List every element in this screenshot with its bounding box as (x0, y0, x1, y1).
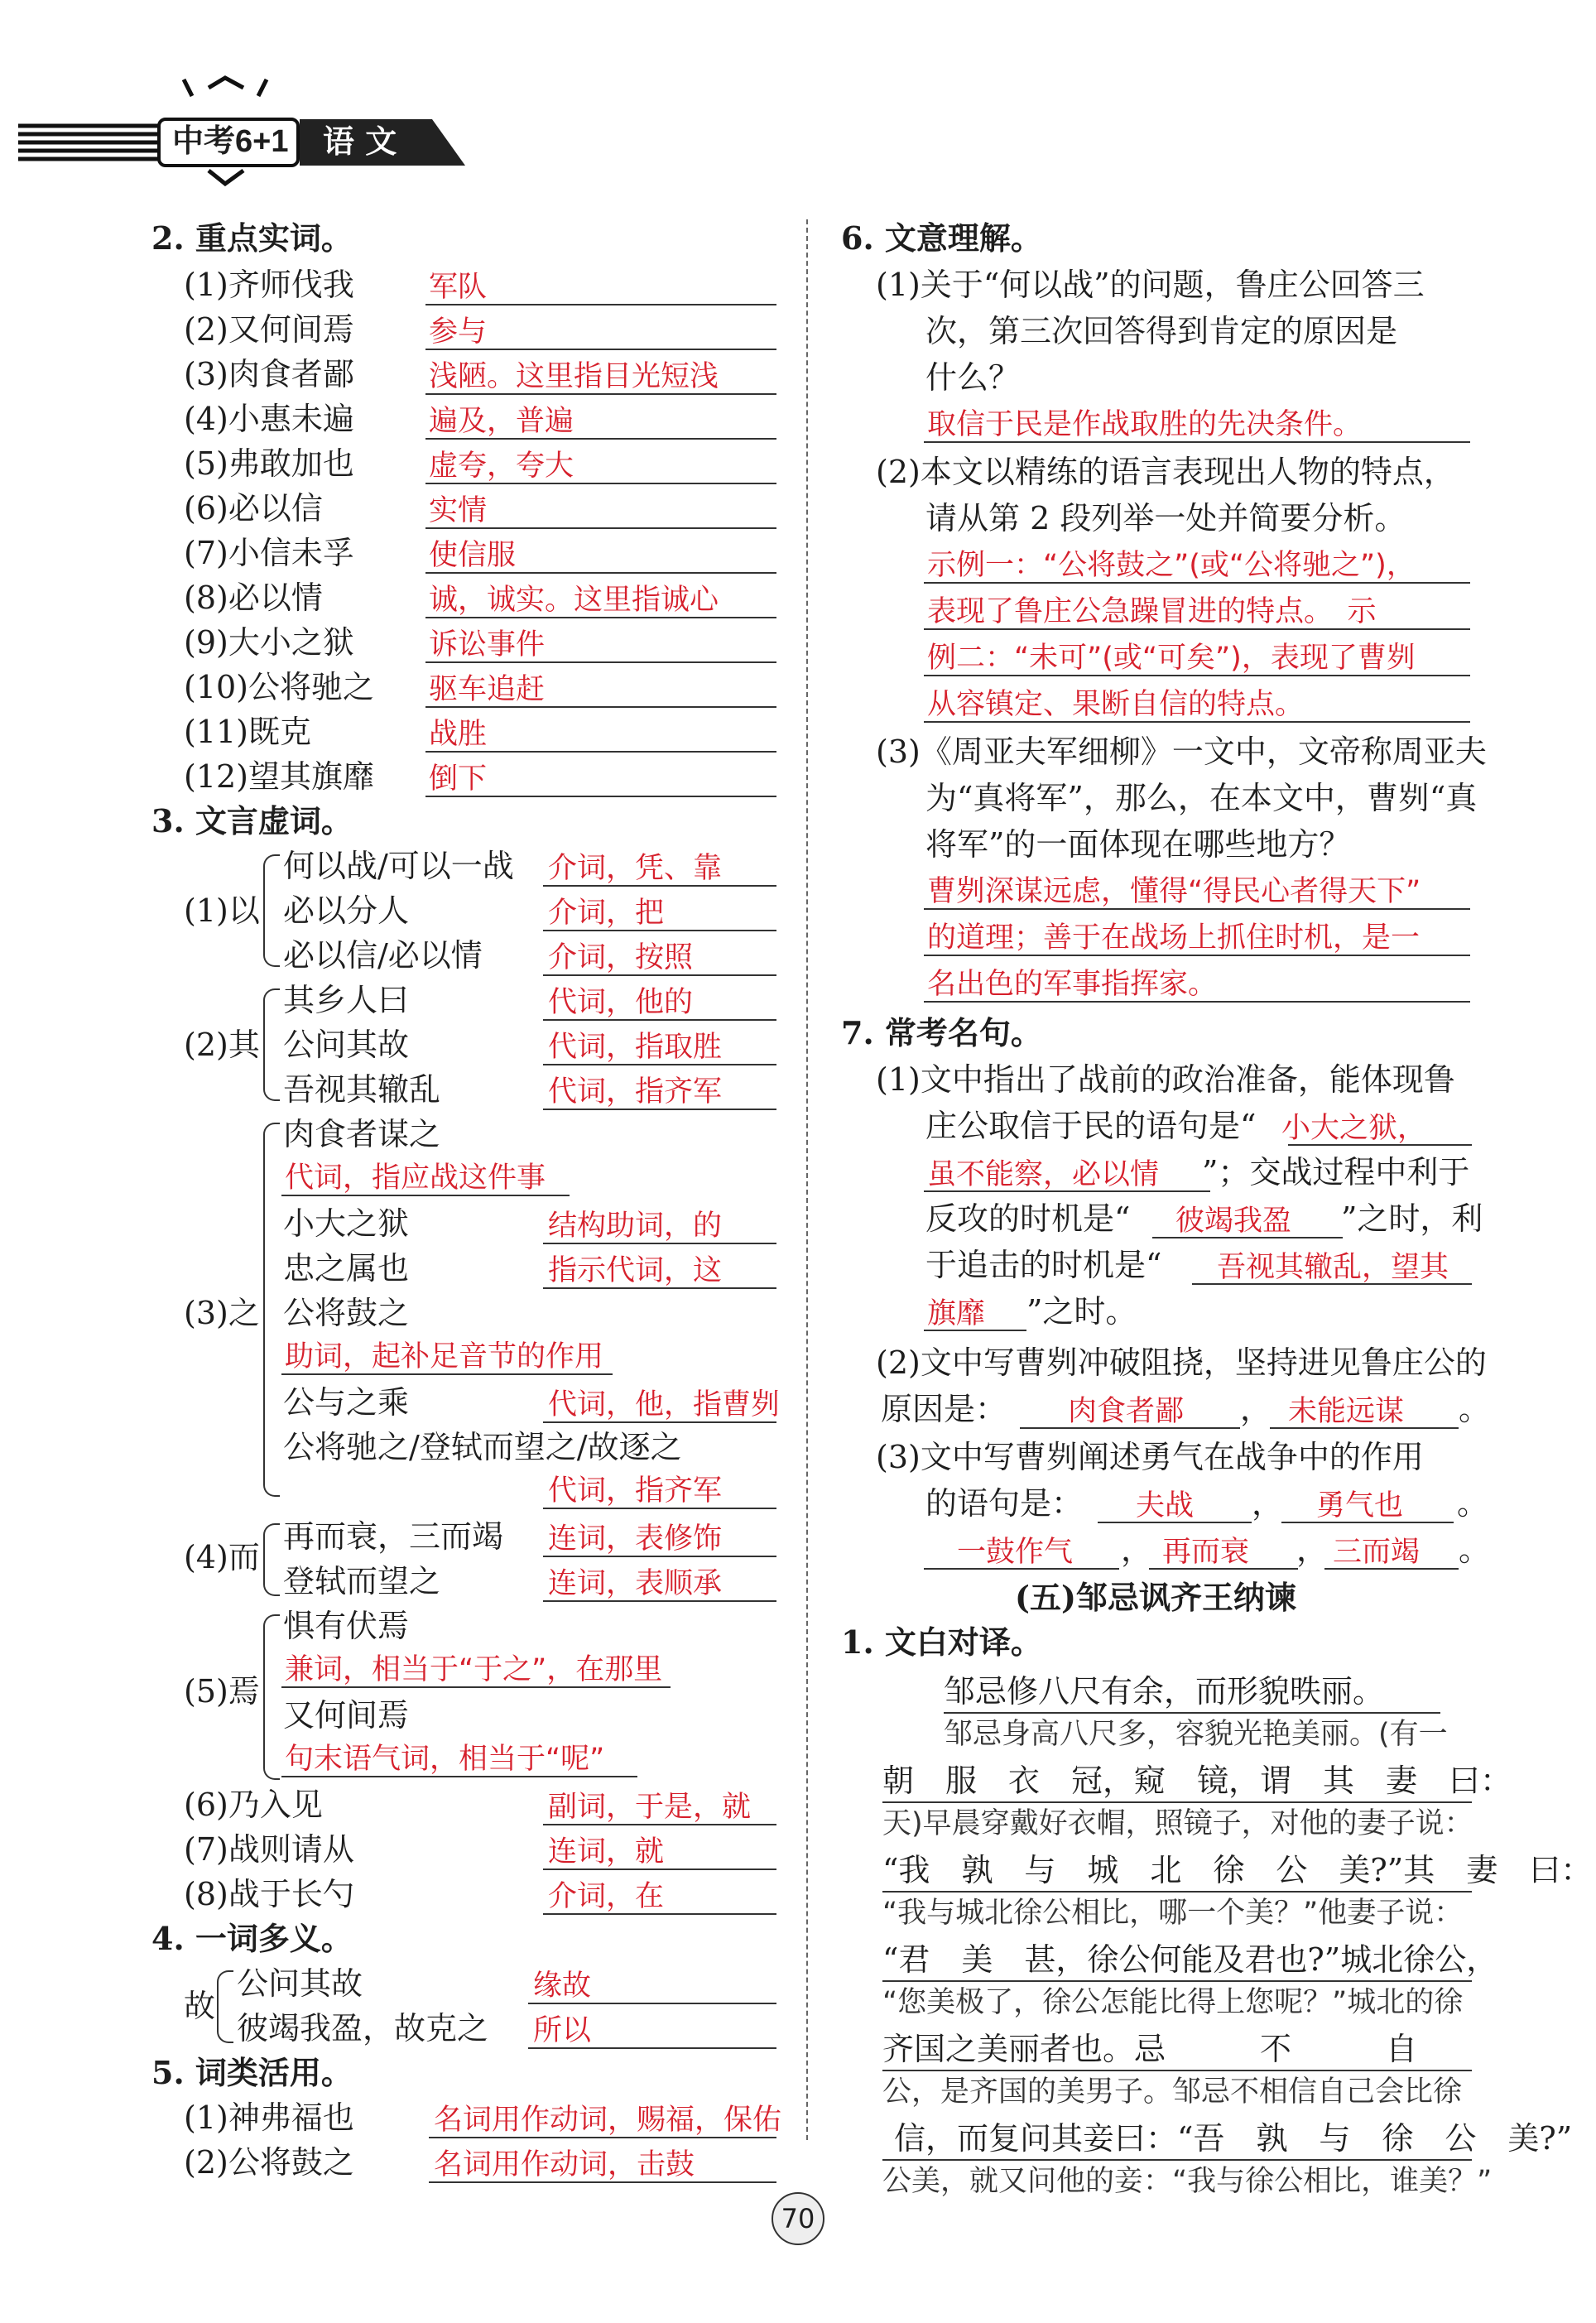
question-line: (1)文中指出了战前的政治准备，能体现鲁 (876, 1061, 1455, 1098)
brand-text: 中考6+1 (172, 124, 289, 159)
question-text: (7)小信未孚 (184, 535, 354, 571)
answer-text: 曹刿深谋远虑，懂得“得民心者得天下” (927, 875, 1421, 908)
answer-line (425, 661, 776, 663)
question-line: 反攻的时机是“ (925, 1200, 1131, 1237)
answer-line (425, 617, 776, 618)
question-text: (6)必以信 (184, 490, 323, 527)
question-text: 公问其故 (237, 1965, 363, 2002)
translation-line: 邹忌身高八尺多，容貌光艳美丽。(有一 (944, 1718, 1448, 1751)
answer-text: 战胜 (429, 718, 488, 751)
brace (263, 988, 280, 1101)
question-text: (9)大小之狱 (184, 624, 354, 661)
question-text: (2)又何间焉 (184, 311, 354, 348)
answer-line (543, 974, 776, 976)
answer-line (1192, 1283, 1472, 1285)
question-line: 于追击的时机是“ (925, 1247, 1162, 1283)
word-label: (2)其 (184, 1027, 260, 1063)
answer-text: 介词，凭、靠 (548, 852, 723, 885)
answer-line (1152, 1237, 1343, 1238)
question-line: 。 (1457, 1485, 1489, 1522)
question-text: (12)望其旗靡 (184, 758, 375, 795)
question-line: (1)关于“何以战”的问题，鲁庄公回答三 (876, 267, 1425, 303)
answer-text: 再而衰 (1162, 1536, 1250, 1569)
question-line: (2)本文以精练的语言表现出人物的特点， (876, 454, 1455, 490)
answer-text: 指示代词，这 (548, 1254, 723, 1287)
question-text: (6)乃入见 (184, 1787, 323, 1823)
question-text: 吾视其辙乱 (283, 1071, 441, 1108)
answer-line (924, 441, 1470, 443)
question-line: ”之时。 (1026, 1293, 1137, 1330)
answer-line (543, 1243, 776, 1244)
question-line: ”之时，利 (1341, 1200, 1483, 1237)
answer-line (543, 1913, 776, 1915)
question-text: (4)小惠未遍 (184, 401, 354, 437)
answer-text: 三而竭 (1333, 1536, 1421, 1569)
brace (263, 1123, 280, 1497)
brace (263, 854, 280, 967)
answer-text: 倒下 (429, 762, 488, 796)
question-text: 肉食者谋之 (283, 1116, 441, 1152)
answer-text: 副词，于是，就 (548, 1791, 752, 1824)
answer-text: 使信服 (429, 539, 517, 572)
answer-text: 参与 (429, 315, 488, 349)
brace (217, 1970, 233, 2043)
question-text: 登轼而望之 (283, 1563, 441, 1599)
original-line: 邹忌修八尺有余，而形貌昳丽。 (944, 1673, 1385, 1710)
heading-key-content-words: 2. 重点实词。 (151, 219, 353, 257)
answer-text: 从容镇定、果断自信的特点。 (927, 688, 1305, 721)
answer-line (281, 1195, 570, 1196)
answer-line (924, 908, 1470, 910)
heading-word-class-shift: 5. 词类活用。 (151, 2054, 353, 2091)
answer-text: 例二：“未可”(或“可矣”)，表现了曹刿 (927, 642, 1416, 675)
answer-line (1281, 1522, 1454, 1523)
question-text: 彼竭我盈，故克之 (237, 2010, 489, 2046)
question-line: 请从第 2 段列举一处并简要分析。 (925, 500, 1406, 536)
answer-text: 代词，指齐军 (548, 1474, 723, 1508)
answer-text: 诚，诚实。这里指诚心 (429, 584, 719, 617)
question-line: 庄公取信于民的语句是“ (925, 1108, 1257, 1144)
translation-line: “您美极了，徐公怎能比得上您呢？”城北的徐 (882, 1986, 1464, 2019)
question-text: (8)必以情 (184, 580, 323, 616)
answer-line (924, 1190, 1210, 1192)
answer-text: 名词用作动词，赐福，保佑 (434, 2104, 782, 2137)
question-line: (2)文中写曹刿冲破阻挠，坚持进见鲁庄公的 (876, 1344, 1487, 1381)
answer-line (543, 1064, 776, 1065)
answer-text: 虚夸，夸大 (429, 450, 574, 483)
answer-line (543, 1109, 776, 1110)
answer-line (1324, 1568, 1459, 1570)
answer-line (543, 1019, 776, 1021)
answer-text: 连词，表修饰 (548, 1522, 723, 1556)
question-line: ， (1252, 1485, 1284, 1522)
answer-line (425, 751, 776, 753)
question-text: (7)战则请从 (184, 1831, 354, 1868)
answer-text: 肉食者鄙 (1068, 1395, 1185, 1428)
question-line: 将军”的一面体现在哪些地方？ (925, 826, 1351, 863)
answer-line (429, 2181, 776, 2183)
answer-text: 示例一：“公将鼓之”(或“公将驰之”)， (927, 549, 1416, 582)
answer-line (543, 1421, 776, 1423)
question-line: ， (1240, 1391, 1272, 1427)
answer-text: 名词用作动词，击鼓 (434, 2148, 695, 2181)
heading-translation: 1. 文白对译。 (841, 1623, 1042, 1661)
word-label: (1)以 (184, 892, 260, 929)
question-text: 公问其故 (283, 1027, 410, 1063)
word-label: (4)而 (184, 1539, 260, 1575)
answer-line (543, 1600, 776, 1602)
question-text: 必以分人 (283, 892, 410, 929)
answer-line (543, 1287, 776, 1289)
answer-line (1149, 1568, 1298, 1570)
translation-line: “我与城北徐公相比，哪一个美？”他妻子说： (882, 1897, 1464, 1930)
question-text: 惧有伏焉 (283, 1608, 410, 1644)
question-line: ”；交战过程中利于 (1202, 1154, 1470, 1190)
question-text: (11)既克 (184, 714, 312, 750)
answer-line (425, 393, 776, 395)
answer-text: 勇气也 (1316, 1489, 1404, 1522)
question-text: 又何间焉 (283, 1697, 410, 1734)
answer-text: 助词，起补足音节的作用 (285, 1340, 604, 1373)
brace (263, 1614, 280, 1780)
question-text: (1)神弗福也 (184, 2099, 354, 2136)
answer-line (425, 706, 776, 708)
answer-text: 代词，他，指曹刿 (548, 1388, 781, 1421)
answer-line (1270, 1427, 1459, 1429)
answer-text: 连词，表顺承 (548, 1567, 723, 1600)
question-text: (1)齐师伐我 (184, 267, 354, 303)
question-line: (3)《周亚夫军细柳》一文中，文帝称周亚夫 (876, 733, 1487, 770)
answer-line (543, 1868, 776, 1870)
answer-line (425, 304, 776, 305)
answer-text: 旗靡 (927, 1297, 986, 1330)
answer-text: 句末语气词，相当于“呢” (285, 1743, 605, 1776)
word-label: (5)焉 (184, 1673, 260, 1710)
answer-text: 连词，就 (548, 1835, 665, 1868)
answer-line (528, 2003, 776, 2004)
answer-line (924, 721, 1470, 723)
answer-text: 彼竭我盈 (1175, 1205, 1292, 1238)
question-text: 忠之属也 (283, 1250, 410, 1287)
question-line: ， (1296, 1532, 1329, 1568)
question-line: 。 (1459, 1532, 1491, 1568)
question-text: 再而衰，三而竭 (283, 1518, 504, 1555)
answer-line (924, 675, 1470, 676)
question-text: (8)战于长勺 (184, 1876, 354, 1912)
answer-line (425, 796, 776, 797)
question-line: 。 (1459, 1391, 1491, 1427)
answer-text: 一鼓作气 (957, 1536, 1074, 1569)
word-label: 故 (184, 1988, 216, 2024)
answer-line (1020, 1427, 1240, 1429)
answer-line (1288, 1144, 1472, 1146)
heading-polysemy: 4. 一词多义。 (151, 1920, 353, 1957)
word-label: (3)之 (184, 1295, 260, 1331)
answer-line (281, 1373, 613, 1375)
answer-line (543, 1508, 776, 1509)
answer-text: 代词，指齐军 (548, 1075, 723, 1109)
question-text: (5)弗敢加也 (184, 445, 354, 482)
section-title: (五)邹忌讽齐王纳谏 (1015, 1579, 1296, 1616)
original-line: “我 孰 与 城 北 徐 公 美?”其 妻 曰： (882, 1852, 1593, 1888)
question-text: 何以战/可以一战 (283, 848, 514, 884)
original-line: 信，而复问其妾曰：“吾 孰 与 徐 公 美?” (894, 2120, 1573, 2157)
answer-text: 表现了鲁庄公急躁冒进的特点。 示 (927, 595, 1377, 628)
answer-line (924, 582, 1470, 584)
column-divider (806, 219, 808, 2140)
answer-text: 缘故 (533, 1970, 592, 2003)
answer-line (924, 628, 1470, 630)
answer-line (425, 349, 776, 350)
answer-line (543, 930, 776, 931)
question-text: 公与之乘 (283, 1384, 410, 1421)
question-line: (3)文中写曹刿阐述勇气在战争中的作用 (876, 1439, 1424, 1475)
answer-text: 实情 (429, 494, 488, 527)
question-text: 必以信/必以情 (283, 937, 483, 974)
answer-text: 诉讼事件 (429, 628, 546, 661)
answer-line (924, 1001, 1470, 1003)
answer-line (425, 483, 776, 484)
heading-function-words: 3. 文言虚词。 (151, 802, 353, 839)
question-line: 为“真将军”，那么，在本文中，曹刿“真 (925, 780, 1478, 816)
answer-text: 未能远谋 (1288, 1395, 1405, 1428)
answer-line (281, 1686, 671, 1688)
answer-text: 介词，在 (548, 1880, 665, 1913)
answer-text: 浅陋。这里指目光短浅 (429, 360, 719, 393)
question-text: (10)公将驰之 (184, 669, 375, 705)
heading-comprehension: 6. 文意理解。 (841, 219, 1042, 257)
answer-line (924, 955, 1470, 956)
question-line: 的语句是： (925, 1485, 1084, 1522)
answer-line (429, 2137, 776, 2138)
question-text: (2)公将鼓之 (184, 2144, 354, 2181)
answer-text: 介词，把 (548, 897, 665, 930)
original-line: “君 美 甚，徐公何能及君也?”城北徐公， (882, 1941, 1498, 1978)
answer-line (281, 1776, 637, 1777)
question-text: (3)肉食者鄙 (184, 356, 354, 392)
question-line: 次，第三次回答得到肯定的原因是 (925, 313, 1398, 349)
answer-text: 的道理；善于在战场上抓住时机，是一 (927, 921, 1421, 955)
answer-text: 代词，指取胜 (548, 1031, 723, 1064)
answer-line (528, 2047, 776, 2049)
answer-text: 小大之狱， (1281, 1112, 1427, 1145)
answer-line (425, 527, 776, 529)
answer-line (924, 1568, 1119, 1570)
translation-line: 天)早晨穿戴好衣帽，照镜子，对他的妻子说： (882, 1807, 1473, 1840)
answer-line (543, 885, 776, 887)
question-text: 公将驰之/登轼而望之/故逐之 (283, 1429, 682, 1465)
answer-text: 代词，指应战这件事 (285, 1162, 546, 1195)
answer-text: 军队 (429, 271, 488, 304)
answer-text: 夫战 (1136, 1489, 1195, 1522)
question-text: 公将鼓之 (283, 1295, 410, 1331)
answer-text: 驱车追赶 (429, 673, 546, 706)
question-text: 其乡人曰 (283, 982, 410, 1018)
answer-line (425, 572, 776, 574)
translation-line: 公，是齐国的美男子。邹忌不相信自己会比徐 (882, 2075, 1463, 2109)
answer-line (543, 1824, 776, 1825)
question-line: 原因是： (881, 1391, 1007, 1427)
answer-line (425, 438, 776, 440)
answer-text: 遍及，普遍 (429, 405, 574, 438)
question-line: 什么？ (925, 359, 1021, 396)
answer-text: 所以 (533, 2014, 592, 2047)
answer-line (1098, 1522, 1252, 1523)
original-line: 齐国之美丽者也。忌 不 自 (882, 2031, 1418, 2067)
question-line: ， (1121, 1532, 1153, 1568)
answer-text: 名出色的军事指挥家。 (927, 968, 1218, 1001)
translation-line: 公美，就又问他的妾：“我与徐公相比，谁美？” (882, 2165, 1493, 2198)
question-text: 小大之狱 (283, 1205, 410, 1242)
answer-text: 代词，他的 (548, 986, 694, 1019)
answer-text: 吾视其辙乱，望其 (1217, 1251, 1449, 1284)
answer-line (543, 1556, 776, 1557)
heading-famous-sentences: 7. 常考名句。 (841, 1014, 1042, 1051)
original-line: 朝 服 衣 冠，窥 镜，谓 其 妻 曰： (882, 1763, 1512, 1799)
answer-line (924, 1330, 1026, 1331)
subject-label: 语 文 (323, 123, 397, 160)
brace (263, 1523, 280, 1596)
answer-text: 取信于民是作战取胜的先决条件。 (927, 408, 1363, 441)
answer-text: 介词，按照 (548, 941, 694, 974)
header-logo (18, 71, 465, 187)
page-number: 70 (772, 2192, 824, 2245)
answer-text: 虽不能察，必以情 (927, 1158, 1160, 1191)
answer-text: 兼词，相当于“于之”，在那里 (285, 1653, 663, 1686)
answer-text: 结构助词，的 (548, 1210, 723, 1243)
